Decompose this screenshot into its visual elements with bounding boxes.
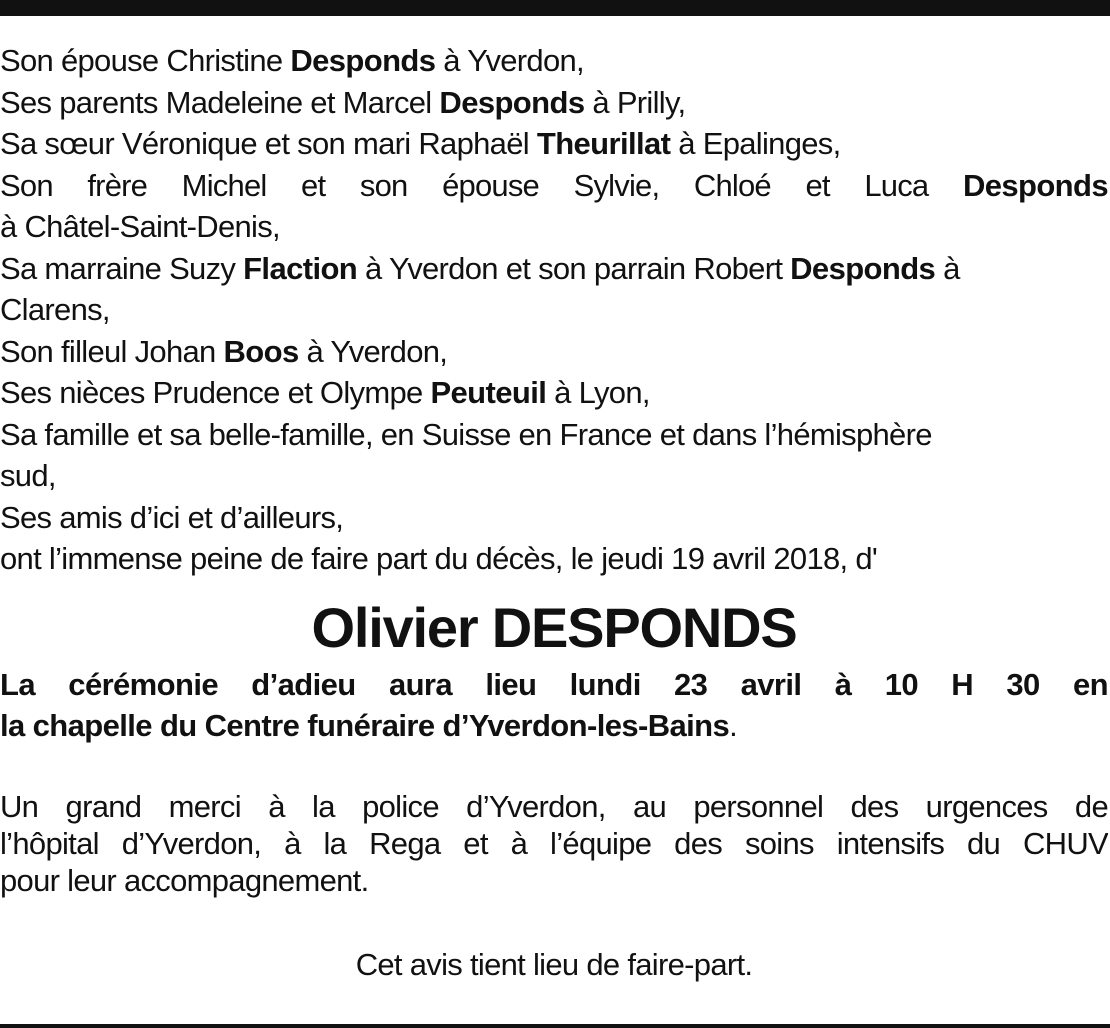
- thanks-paragraph: [0, 788, 1108, 899]
- thanks-line-2: l’hôpital d’Yverdon, à la Rega et à l’équipe des soins intensifs du CHUV: [0, 825, 1108, 861]
- ceremony-info: [0, 664, 1108, 746]
- death-notice: [0, 40, 1108, 985]
- surname: Desponds: [290, 43, 436, 78]
- family-line-nieces: Ses nièces Prudence et Olympe Peuteuil à Lyon,: [0, 375, 650, 410]
- surname: Desponds: [962, 167, 1108, 203]
- family-line-brother-place: à Châtel-Saint-Denis,: [0, 209, 280, 244]
- surname: Theurillat: [536, 126, 671, 161]
- announcement-line: ont l’immense peine de faire part du décès, le jeudi 19 avril 2018, d': [0, 541, 878, 576]
- family-list: [0, 40, 1108, 580]
- bottom-border-rule: [0, 1024, 1110, 1028]
- deceased-name: Olivier DESPONDS: [311, 595, 797, 659]
- family-line-extended-end: sud,: [0, 458, 56, 493]
- thanks-line-1: Un grand merci à la police d’Yverdon, au personnel des urgences de: [0, 788, 1108, 824]
- closing-note: Cet avis tient lieu de faire-part.: [355, 946, 753, 982]
- thanks-line-3: pour leur accompagnement.: [0, 862, 369, 898]
- family-line-extended: Sa famille et sa belle-famille, en Suisse en France et dans l’hémisphère: [0, 416, 932, 452]
- family-line-spouse: Son épouse Christine Desponds à Yverdon,: [0, 43, 584, 78]
- family-line-brother: Son frère Michel et son épouse Sylvie, Chloé et Luca Desponds: [0, 167, 1108, 203]
- top-border-rule: [0, 0, 1110, 16]
- surname: Desponds: [790, 250, 936, 286]
- family-line-godson: Son filleul Johan Boos à Yverdon,: [0, 333, 448, 369]
- ceremony-line-2: la chapelle du Centre funéraire d’Yverdon-les-Bains.: [0, 707, 738, 743]
- ceremony-line-1: La cérémonie d’adieu aura lieu lundi 23 avril à 10 H 30 en: [0, 666, 1108, 702]
- family-line-parents: Ses parents Madeleine et Marcel Desponds à Prilly,: [0, 84, 686, 120]
- family-line-godparents: Sa marraine Suzy Flaction à Yverdon et son parrain Robert Desponds à: [0, 250, 960, 286]
- surname: Boos: [223, 333, 299, 369]
- surname: Flaction: [243, 250, 358, 286]
- surname: Desponds: [439, 84, 585, 120]
- surname: Peuteuil: [430, 375, 547, 410]
- family-line-godparents-place: Clarens,: [0, 292, 110, 327]
- family-line-friends: Ses amis d’ici et d’ailleurs,: [0, 499, 344, 535]
- family-line-sister: Sa sœur Véronique et son mari Raphaël Theurillat à Epalinges,: [0, 126, 841, 161]
